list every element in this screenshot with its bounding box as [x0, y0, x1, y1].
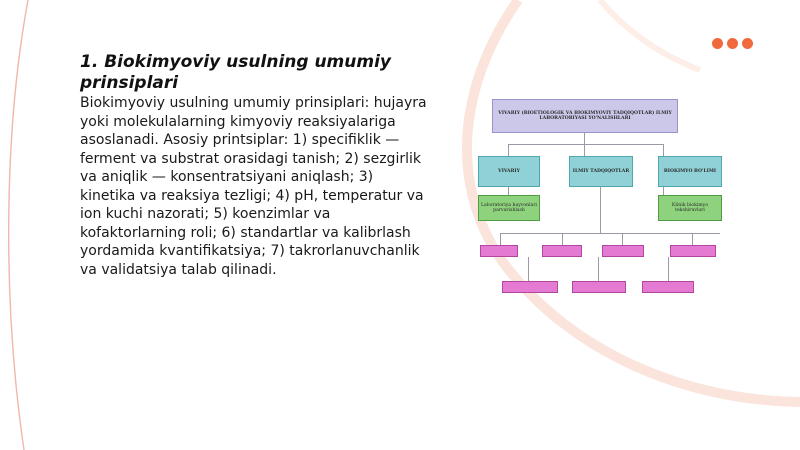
- connector-line: [668, 257, 669, 281]
- connector-line: [692, 233, 693, 245]
- connector-line: [598, 257, 599, 281]
- connector-line: [508, 187, 509, 195]
- org-chart-diagram: [470, 95, 717, 300]
- diagram-green-box: Klinik biokimyo tekshiruvlari: [658, 195, 722, 221]
- connector-line: [528, 257, 529, 281]
- diagram-pink-box: [502, 281, 558, 293]
- diagram-pink-box: [670, 245, 716, 257]
- diagram-mid-box: BIOKIMYO BO'LIMI: [658, 156, 722, 187]
- dot-icon: [712, 38, 723, 49]
- diagram-pink-box: [572, 281, 626, 293]
- connector-line: [562, 233, 563, 245]
- connector-line: [508, 144, 509, 156]
- connector-line: [663, 187, 664, 195]
- diagram-pink-box: [602, 245, 644, 257]
- diagram-mid-box: ILMIY TADQIQOTLAR: [569, 156, 633, 187]
- connector-line: [500, 233, 720, 234]
- diagram-green-box: Laboratoriya hayvonlari parvarishlash: [478, 195, 540, 221]
- connector-line: [500, 233, 501, 245]
- connector-line: [622, 233, 623, 245]
- connector-line: [600, 187, 601, 233]
- connector-line: [663, 144, 664, 156]
- slide-body-text: Biokimyoviy usulning umumiy prinsiplari: hujayra yoki molekulalarning kimyoviy reaksiyalariga asoslanadi. Asosiy printsiplar: 1) specifiklik — ferment va substrat orasidagi tanish; 2) sezgirlik va aniqlik — konsentratsiyani aniqlash; 3) kinetika va reaksiya tezligi; 4) pH, temperatur va ion kuchi nazorati; 5) koenzimlar va kofaktorlarning roli; 6) standartlar va kalibrlash yordamida kvantifikatsiya; 7) takrorlanuvchanlik va validatsiya talab qilinadi.: [80, 95, 427, 278]
- diagram-mid-box: VIVARIY: [478, 156, 540, 187]
- dot-icon: [742, 38, 753, 49]
- slide-title: 1. Biokimyoviy usulning umumiy prinsiplari: [80, 52, 391, 93]
- diagram-pink-box: [542, 245, 582, 257]
- diagram-pink-box: [642, 281, 694, 293]
- dot-icon: [727, 38, 738, 49]
- decorative-dots: [712, 38, 753, 49]
- diagram-pink-box: [480, 245, 518, 257]
- connector-line: [508, 144, 664, 145]
- diagram-top-box: VIVARIY (BIOETIOLOGIK VA BIOKIMYOVIY TADQIQOTLAR) ILMIY LABORATORIYASI YO'NALISHLARI: [492, 99, 678, 133]
